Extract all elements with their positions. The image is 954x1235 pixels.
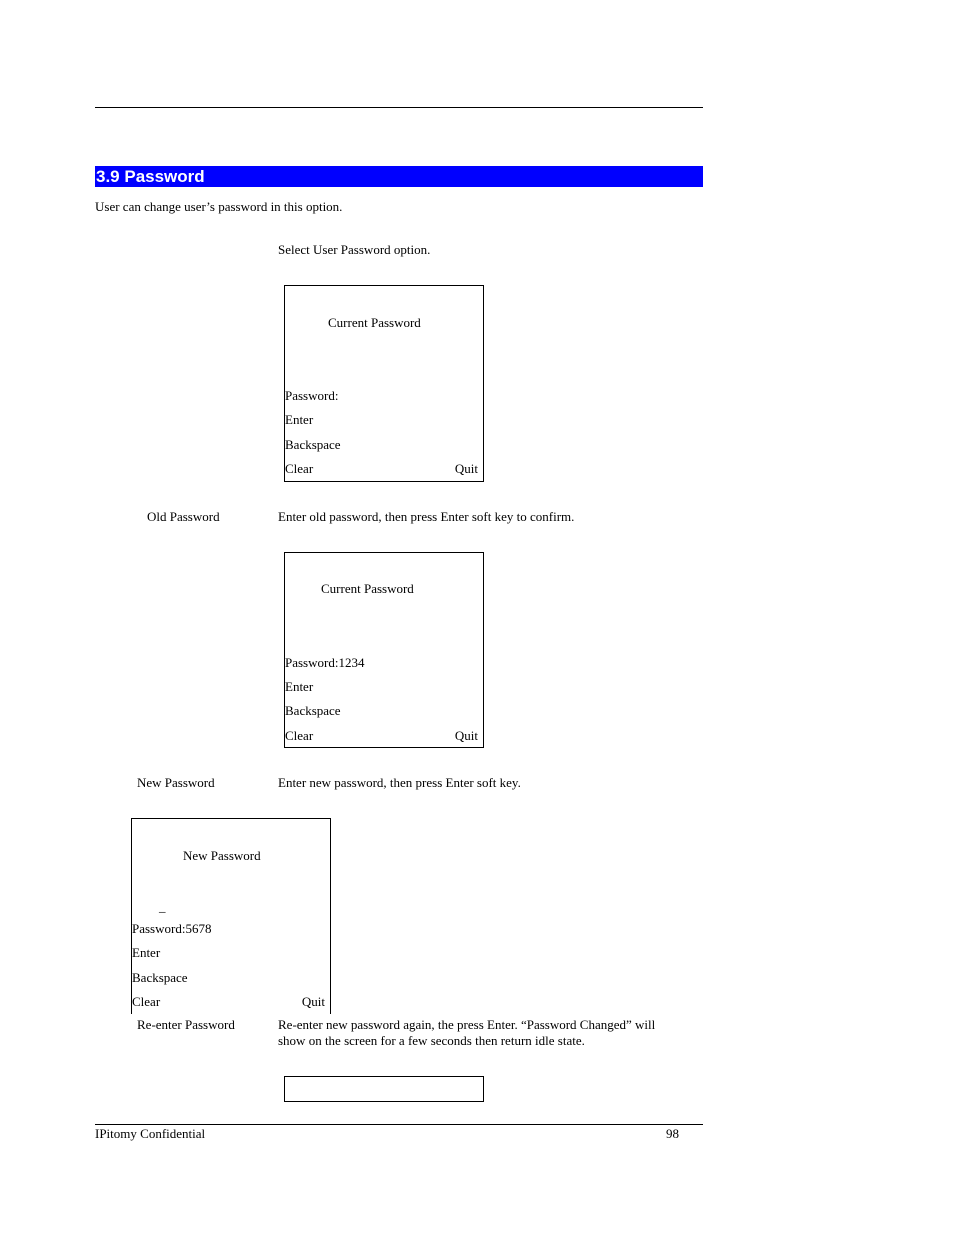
softkey-clear: Clear <box>285 461 314 476</box>
step-3-text: Enter new password, then press Enter soft key. <box>278 775 521 790</box>
softkey-clear: Clear <box>285 728 314 743</box>
screen-password-field: Password:1234 <box>285 655 365 670</box>
section-intro: User can change user’s password in this option. <box>95 199 343 214</box>
softkey-clear: Clear <box>132 994 161 1009</box>
phone-screen-current-password-empty <box>284 285 484 482</box>
page-number: 98 <box>666 1126 679 1141</box>
step-2-label: Old Password <box>147 509 220 524</box>
phone-screen-password-changed <box>284 1076 484 1102</box>
section-heading: 3.9 Password <box>95 166 703 187</box>
softkey-quit: Quit <box>454 728 478 743</box>
softkey-quit: Quit <box>454 461 478 476</box>
screen-password-field: Password: <box>285 388 339 403</box>
screen-password-field: Password:5678 <box>132 921 212 936</box>
step-4-label: Re-enter Password <box>137 1017 235 1032</box>
softkey-quit: Quit <box>301 994 325 1009</box>
softkey-enter: Enter <box>132 945 161 960</box>
step-2-text: Enter old password, then press Enter soft key to confirm. <box>278 509 575 524</box>
softkey-backspace: Backspace <box>132 970 188 985</box>
footer-rule <box>95 1124 703 1125</box>
footer-confidential: IPitomy Confidential <box>95 1126 206 1141</box>
step-1-text: Select User Password option. <box>278 242 431 257</box>
step-4-text-line-1: Re-enter new password again, the press Enter. “Password Changed” will <box>278 1017 656 1032</box>
softkey-backspace: Backspace <box>285 437 341 452</box>
softkey-backspace: Backspace <box>285 703 341 718</box>
screen-cursor: _ <box>159 899 166 914</box>
phone-screen-new-password <box>131 818 331 1014</box>
screen-title: New Password <box>183 848 261 863</box>
screen-title: Current Password <box>321 581 414 596</box>
step-3-label: New Password <box>137 775 215 790</box>
phone-screen-current-password-filled <box>284 552 484 748</box>
softkey-enter: Enter <box>285 679 314 694</box>
screen-title: Current Password <box>328 315 421 330</box>
step-4-text-line-2: show on the screen for a few seconds then return idle state. <box>278 1033 585 1048</box>
softkey-enter: Enter <box>285 412 314 427</box>
header-rule <box>95 107 703 108</box>
